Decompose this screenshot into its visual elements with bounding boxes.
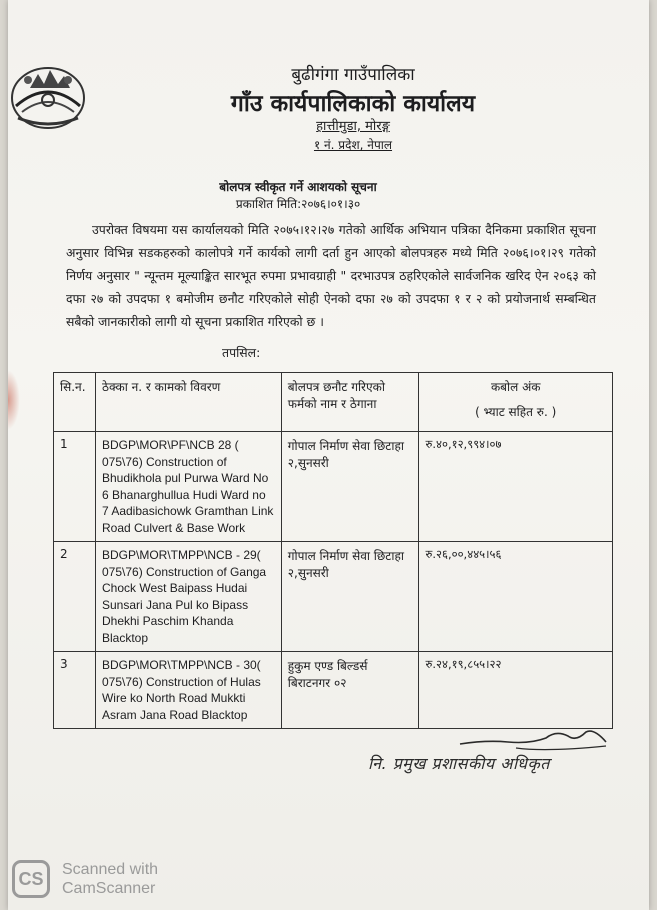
notice-published-date: प्रकाशित मिति:२०७६।०१।३० <box>235 197 361 211</box>
header-amount <box>419 373 613 432</box>
row-amount: रु.२४,१९,८५५।२२ <box>419 652 613 729</box>
row-sn: 2 <box>54 542 96 652</box>
page-edge-shadow <box>8 370 20 430</box>
camscanner-watermark <box>62 860 158 898</box>
row-sn: 3 <box>54 652 96 729</box>
notice-body-paragraph: उपरोक्त विषयमा यस कार्यालयको मिति २०७५।१२।२७ गतेको आर्थिक अभियान पत्रिका दैनिकमा प्रकाशित सूचना अनुसार विभिन्न सडकहरुको कालोपत्रे गर्ने कार्यको लागी दर्ता हुन आएको बोलपत्रहरु मध्ये मिति २०७६।०१।२९ गतेको निर्णय अनुसार " न्यून्तम मूल्याङ्कित सारभूत रुपमा प्रभावग्राही " दरभाउपत्र ठहरिएकोले सार्वजनिक खरिद ऐन २०६३ को दफा २७ को उपदफा १ बमोजीम छनौट गरिएकोले सोही ऐनको दफा २७ को उपदफा १ र २ को प्रयोजनार्थ सम्बन्धित सबैको जानकारीको लागी यो सूचना प्रकाशित गरिएको छ । <box>66 222 596 329</box>
header-work: ठेक्का न. र कामको विवरण <box>95 373 281 432</box>
row-work: BDGP\MOR\PF\NCB 28 ( 075\76) Construction of Bhudikhola pul Purwa Ward No 6 Bhanarghullua Hudi Ward no 7 Aadibasichowk Gramthan Link Road Culvert & Base Work <box>95 432 281 542</box>
government-emblem-icon <box>8 58 88 132</box>
table-row <box>54 652 613 729</box>
office-province: १ नं. प्रदेश, नेपाल <box>313 138 393 152</box>
table-row <box>54 542 613 652</box>
watermark-line-1: Scanned with <box>62 861 159 878</box>
header-sn: सि.न. <box>54 373 96 432</box>
signature-designation: नि. प्रमुख प्रशासकीय अधिकृत <box>368 754 550 773</box>
notice-body <box>66 218 596 333</box>
table-row <box>54 432 613 542</box>
row-amount: रु.२६,००,४४५।५६ <box>419 542 613 652</box>
award-table <box>53 372 613 729</box>
row-firm: गोपाल निर्माण सेवा छिटाहा २,सुनसरी <box>281 432 419 542</box>
header-amount-note: ( भ्याट सहित रु. ) <box>475 405 557 419</box>
camscanner-logo-icon: CS <box>12 860 50 898</box>
municipality-name: बुढीगंगा गाउँपालिका <box>291 65 415 85</box>
office-location: हात्तीमुडा, मोरङ्ग <box>316 119 390 134</box>
notice-title: बोलपत्र स्वीकृत गर्ने आशयको सूचना <box>219 180 377 194</box>
office-name: गाँउ कार्यपालिकाको कार्यालय <box>230 91 476 117</box>
document-page <box>8 0 649 910</box>
header-firm: बोलपत्र छनौट गरिएको फर्मको नाम र ठेगाना <box>281 373 419 432</box>
row-firm: हुकुम एण्ड बिल्डर्स बिराटनगर ०२ <box>281 652 419 729</box>
table-header-row <box>54 373 613 432</box>
row-sn: 1 <box>54 432 96 542</box>
row-firm: गोपाल निर्माण सेवा छिटाहा २,सुनसरी <box>281 542 419 652</box>
row-work: BDGP\MOR\TMPP\NCB - 29( 075\76) Construction of Ganga Chock West Baipass Hudai Sunsari Jana Pul ko Bipass Dhekhi Paschim Khanda Blacktop <box>95 542 281 652</box>
row-work: BDGP\MOR\TMPP\NCB - 30( 075\76) Construction of Hulas Wire ko North Road Mukkti Asram Jana Road Blacktop <box>95 652 281 729</box>
row-amount: रु.४०,१२,९९४।०७ <box>419 432 613 542</box>
header-amount-label: कबोल अंक <box>490 380 541 394</box>
details-label: तपसिल: <box>222 345 261 360</box>
watermark-line-2: CamScanner <box>62 880 156 897</box>
